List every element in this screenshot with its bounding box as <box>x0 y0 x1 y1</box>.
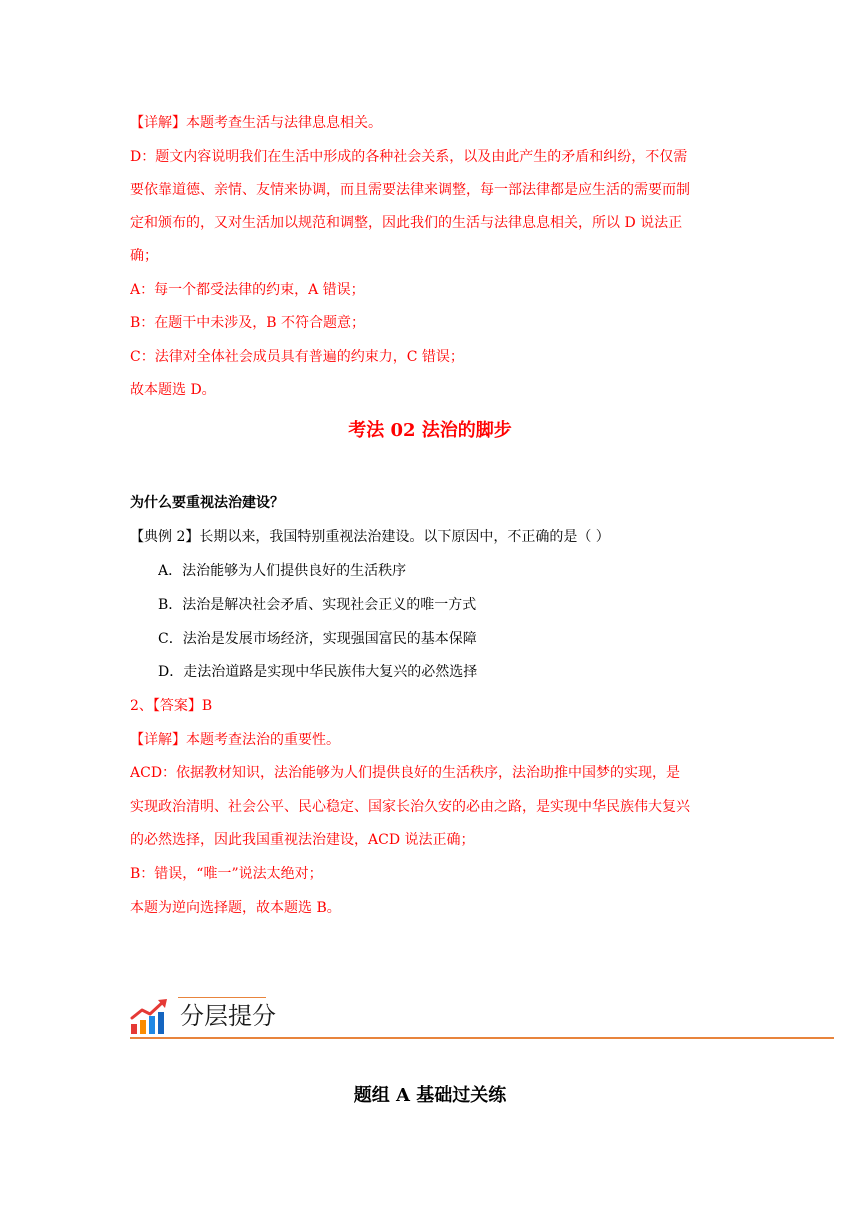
example2-explanation-b: B：错误，“唯一”说法太绝对； <box>130 866 323 882</box>
example2-acd-line-2: 实现政治清明、社会公平、民心稳定、国家长治久安的必由之路，是实现中华民族伟大复兴 <box>130 799 690 815</box>
explanation-conclusion: 故本题选 D。 <box>130 382 216 398</box>
explanation-d-line-2: 要依靠道德、亲情、友情来协调，而且需要法律来调整，每一部法律都是应生活的需要而制 <box>130 182 690 198</box>
subheading: 为什么要重视法治建设？ <box>130 495 284 511</box>
example2-answer: 2、【答案】B <box>130 698 213 714</box>
example2-acd-line-1: ACD：依据教材知识，法治能够为人们提供良好的生活秩序，法治助推中国梦的实现，是 <box>130 765 681 781</box>
example2-acd-line-3: 的必然选择，因此我国重视法治建设，ACD 说法正确； <box>130 832 475 848</box>
example2-option-c: C．法治是发展市场经济，实现强国富民的基本保障 <box>158 631 477 647</box>
example2-option-a: A．法治能够为人们提供良好的生活秩序 <box>158 563 407 579</box>
example2-option-d: D．走法治道路是实现中华民族伟大复兴的必然选择 <box>158 664 478 680</box>
section-banner <box>130 996 834 1040</box>
banner-title: 分层提分 <box>180 1002 276 1030</box>
section-title: 考法 02 法治的脚步 <box>348 420 512 441</box>
explanation-d-line-1: D：题文内容说明我们在生活中形成的各种社会关系，以及由此产生的矛盾和纠纷，不仅需 <box>130 149 688 165</box>
chart-growth-icon <box>130 998 170 1036</box>
explanation-intro: 【详解】本题考查生活与法律息息相关。 <box>130 115 382 131</box>
example2-question: 【典例 2】长期以来，我国特别重视法治建设。以下原因中，不正确的是（ ） <box>130 529 610 545</box>
banner-top-rule <box>178 997 266 998</box>
example2-option-b: B．法治是解决社会矛盾、实现社会正义的唯一方式 <box>158 597 477 613</box>
example2-explanation-intro: 【详解】本题考查法治的重要性。 <box>130 732 340 748</box>
explanation-option-a: A：每一个都受法律的约束，A 错误； <box>130 282 365 298</box>
group-title: 题组 A 基础过关练 <box>353 1085 507 1106</box>
explanation-option-c: C：法律对全体社会成员具有普遍的约束力，C 错误； <box>130 349 464 365</box>
example2-conclusion: 本题为逆向选择题，故本题选 B。 <box>130 900 341 916</box>
explanation-d-line-3: 定和颁布的，又对生活加以规范和调整，因此我们的生活与法律息息相关，所以 D 说法正 <box>130 215 683 231</box>
banner-underline <box>130 1037 834 1039</box>
explanation-option-b: B：在题干中未涉及，B 不符合题意； <box>130 315 366 331</box>
explanation-d-line-4: 确； <box>130 248 158 264</box>
